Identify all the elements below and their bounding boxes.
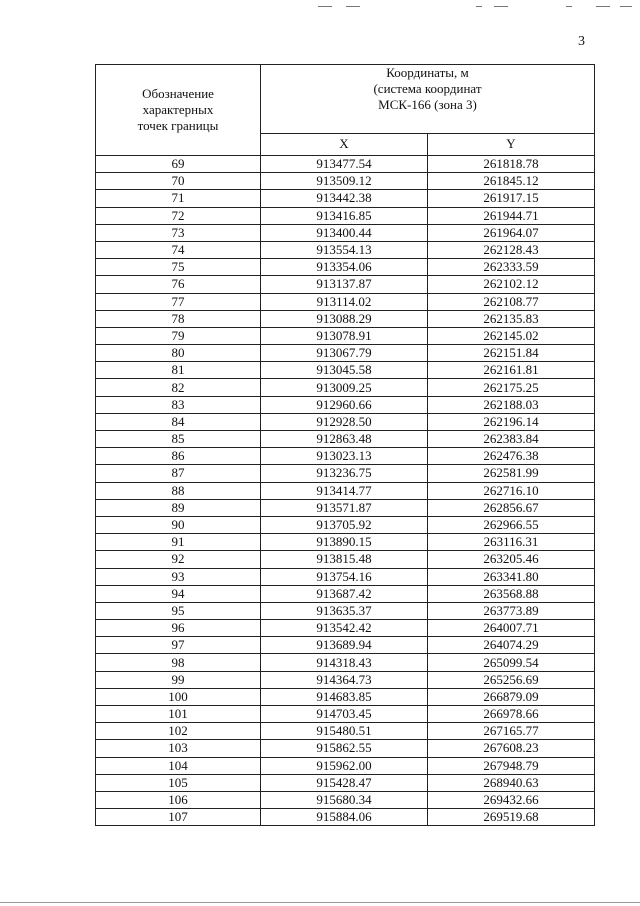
point-header-line: точек границы: [137, 118, 219, 133]
point-id-cell: 79: [96, 327, 261, 344]
x-coordinate-cell: 912863.48: [261, 431, 428, 448]
x-coordinate-cell: 914364.73: [261, 671, 428, 688]
table-row: [96, 224, 595, 241]
point-id-cell: 86: [96, 448, 261, 465]
x-coordinate-cell: 915480.51: [261, 723, 428, 740]
x-coordinate-cell: 913687.42: [261, 585, 428, 602]
table-row: [96, 637, 595, 654]
y-coordinate-cell: 269519.68: [428, 809, 595, 826]
table-row: [96, 259, 595, 276]
table-row: [96, 688, 595, 705]
table-row: [96, 310, 595, 327]
x-coordinate-cell: 913067.79: [261, 345, 428, 362]
table-row: [96, 431, 595, 448]
point-id-cell: 106: [96, 791, 261, 808]
point-id-cell: 93: [96, 568, 261, 585]
point-id-cell: 90: [96, 516, 261, 533]
coords-header-line: (система координат: [373, 81, 482, 96]
point-id-cell: 75: [96, 259, 261, 276]
y-coordinate-cell: 267948.79: [428, 757, 595, 774]
table-row: [96, 534, 595, 551]
point-id-cell: 78: [96, 310, 261, 327]
y-coordinate-cell: 263116.31: [428, 534, 595, 551]
point-id-cell: 94: [96, 585, 261, 602]
x-coordinate-cell: 913442.38: [261, 190, 428, 207]
x-coordinate-cell: 912960.66: [261, 396, 428, 413]
table-row: [96, 723, 595, 740]
point-id-cell: 107: [96, 809, 261, 826]
y-coordinate-cell: 261917.15: [428, 190, 595, 207]
y-column-header: Y: [428, 133, 595, 155]
y-coordinate-cell: 262175.25: [428, 379, 595, 396]
y-coordinate-cell: 262196.14: [428, 413, 595, 430]
x-coordinate-cell: 913114.02: [261, 293, 428, 310]
boundary-points-table: [95, 64, 595, 826]
point-id-cell: 100: [96, 688, 261, 705]
y-coordinate-cell: 262966.55: [428, 516, 595, 533]
y-coordinate-cell: 263773.89: [428, 602, 595, 619]
x-coordinate-cell: 914703.45: [261, 706, 428, 723]
x-coordinate-cell: 915428.47: [261, 774, 428, 791]
point-id-cell: 76: [96, 276, 261, 293]
x-coordinate-cell: 913088.29: [261, 310, 428, 327]
x-coordinate-cell: 912928.50: [261, 413, 428, 430]
point-id-cell: 70: [96, 173, 261, 190]
table-row: [96, 173, 595, 190]
x-coordinate-cell: 913078.91: [261, 327, 428, 344]
y-coordinate-cell: 266978.66: [428, 706, 595, 723]
x-coordinate-cell: 913400.44: [261, 224, 428, 241]
point-id-cell: 82: [96, 379, 261, 396]
y-coordinate-cell: 262581.99: [428, 465, 595, 482]
table-header-row: [96, 65, 595, 134]
y-coordinate-cell: 267165.77: [428, 723, 595, 740]
scan-artifacts: [0, 4, 640, 10]
coords-header-line: МСК-166 (зона 3): [378, 97, 477, 112]
y-coordinate-cell: 262188.03: [428, 396, 595, 413]
point-id-cell: 73: [96, 224, 261, 241]
table-row: [96, 465, 595, 482]
y-coordinate-cell: 261964.07: [428, 224, 595, 241]
y-coordinate-cell: 266879.09: [428, 688, 595, 705]
page-bottom-edge: [0, 902, 640, 903]
x-column-header: X: [261, 133, 428, 155]
y-coordinate-cell: 268940.63: [428, 774, 595, 791]
point-header-line: Обозначение: [142, 86, 214, 101]
coords-header-line: Координаты, м: [386, 65, 469, 80]
x-coordinate-cell: 913023.13: [261, 448, 428, 465]
y-coordinate-cell: 263568.88: [428, 585, 595, 602]
point-id-cell: 105: [96, 774, 261, 791]
table-row: [96, 362, 595, 379]
point-id-cell: 101: [96, 706, 261, 723]
y-coordinate-cell: 262102.12: [428, 276, 595, 293]
table-row: [96, 774, 595, 791]
x-coordinate-cell: 913414.77: [261, 482, 428, 499]
x-coordinate-cell: 913705.92: [261, 516, 428, 533]
table-row: [96, 740, 595, 757]
x-coordinate-cell: 913477.54: [261, 156, 428, 173]
table-row: [96, 207, 595, 224]
coordinates-header: [261, 65, 595, 134]
point-id-cell: 74: [96, 241, 261, 258]
point-id-cell: 69: [96, 156, 261, 173]
y-coordinate-cell: 262716.10: [428, 482, 595, 499]
x-coordinate-cell: 913354.06: [261, 259, 428, 276]
y-coordinate-cell: 264074.29: [428, 637, 595, 654]
table-row: [96, 276, 595, 293]
table-row: [96, 448, 595, 465]
table-row: [96, 379, 595, 396]
point-id-cell: 85: [96, 431, 261, 448]
x-coordinate-cell: 913542.42: [261, 620, 428, 637]
table-row: [96, 413, 595, 430]
table-row: [96, 791, 595, 808]
point-id-cell: 95: [96, 602, 261, 619]
table-body: [96, 156, 595, 826]
point-id-cell: 83: [96, 396, 261, 413]
x-coordinate-cell: 913554.13: [261, 241, 428, 258]
point-id-cell: 98: [96, 654, 261, 671]
table-row: [96, 345, 595, 362]
x-coordinate-cell: 913416.85: [261, 207, 428, 224]
x-coordinate-cell: 913689.94: [261, 637, 428, 654]
y-coordinate-cell: 263205.46: [428, 551, 595, 568]
y-coordinate-cell: 262108.77: [428, 293, 595, 310]
table-row: [96, 809, 595, 826]
x-coordinate-cell: 913890.15: [261, 534, 428, 551]
table-row: [96, 654, 595, 671]
point-id-cell: 92: [96, 551, 261, 568]
point-designation-header: [96, 65, 261, 156]
y-coordinate-cell: 262145.02: [428, 327, 595, 344]
point-id-cell: 96: [96, 620, 261, 637]
x-coordinate-cell: 913571.87: [261, 499, 428, 516]
point-id-cell: 84: [96, 413, 261, 430]
point-id-cell: 77: [96, 293, 261, 310]
x-coordinate-cell: 913045.58: [261, 362, 428, 379]
x-coordinate-cell: 913236.75: [261, 465, 428, 482]
x-coordinate-cell: 915862.55: [261, 740, 428, 757]
table-row: [96, 516, 595, 533]
point-id-cell: 81: [96, 362, 261, 379]
x-coordinate-cell: 913754.16: [261, 568, 428, 585]
table-row: [96, 241, 595, 258]
x-coordinate-cell: 915680.34: [261, 791, 428, 808]
y-coordinate-cell: 262476.38: [428, 448, 595, 465]
table-row: [96, 482, 595, 499]
x-coordinate-cell: 913009.25: [261, 379, 428, 396]
table-row: [96, 293, 595, 310]
y-coordinate-cell: 263341.80: [428, 568, 595, 585]
x-coordinate-cell: 914318.43: [261, 654, 428, 671]
table-row: [96, 499, 595, 516]
table-row: [96, 327, 595, 344]
x-coordinate-cell: 915962.00: [261, 757, 428, 774]
table-row: [96, 551, 595, 568]
point-id-cell: 71: [96, 190, 261, 207]
point-id-cell: 87: [96, 465, 261, 482]
point-id-cell: 72: [96, 207, 261, 224]
x-coordinate-cell: 913137.87: [261, 276, 428, 293]
table-row: [96, 396, 595, 413]
y-coordinate-cell: 262128.43: [428, 241, 595, 258]
y-coordinate-cell: 262135.83: [428, 310, 595, 327]
page-number: 3: [578, 34, 585, 49]
x-coordinate-cell: 913815.48: [261, 551, 428, 568]
table-row: [96, 568, 595, 585]
point-id-cell: 88: [96, 482, 261, 499]
table-row: [96, 706, 595, 723]
y-coordinate-cell: 265256.69: [428, 671, 595, 688]
table-row: [96, 602, 595, 619]
y-coordinate-cell: 265099.54: [428, 654, 595, 671]
x-coordinate-cell: 914683.85: [261, 688, 428, 705]
y-coordinate-cell: 264007.71: [428, 620, 595, 637]
point-id-cell: 97: [96, 637, 261, 654]
point-id-cell: 99: [96, 671, 261, 688]
table-row: [96, 156, 595, 173]
x-coordinate-cell: 915884.06: [261, 809, 428, 826]
table-row: [96, 585, 595, 602]
y-coordinate-cell: 267608.23: [428, 740, 595, 757]
y-coordinate-cell: 262151.84: [428, 345, 595, 362]
x-coordinate-cell: 913509.12: [261, 173, 428, 190]
table-row: [96, 671, 595, 688]
y-coordinate-cell: 262161.81: [428, 362, 595, 379]
y-coordinate-cell: 262333.59: [428, 259, 595, 276]
point-id-cell: 104: [96, 757, 261, 774]
y-coordinate-cell: 261818.78: [428, 156, 595, 173]
point-id-cell: 91: [96, 534, 261, 551]
y-coordinate-cell: 262383.84: [428, 431, 595, 448]
y-coordinate-cell: 262856.67: [428, 499, 595, 516]
point-id-cell: 89: [96, 499, 261, 516]
point-id-cell: 80: [96, 345, 261, 362]
point-header-line: характерных: [142, 102, 214, 117]
y-coordinate-cell: 261944.71: [428, 207, 595, 224]
table-row: [96, 620, 595, 637]
table-row: [96, 757, 595, 774]
point-id-cell: 102: [96, 723, 261, 740]
point-id-cell: 103: [96, 740, 261, 757]
y-coordinate-cell: 269432.66: [428, 791, 595, 808]
table-row: [96, 190, 595, 207]
y-coordinate-cell: 261845.12: [428, 173, 595, 190]
x-coordinate-cell: 913635.37: [261, 602, 428, 619]
